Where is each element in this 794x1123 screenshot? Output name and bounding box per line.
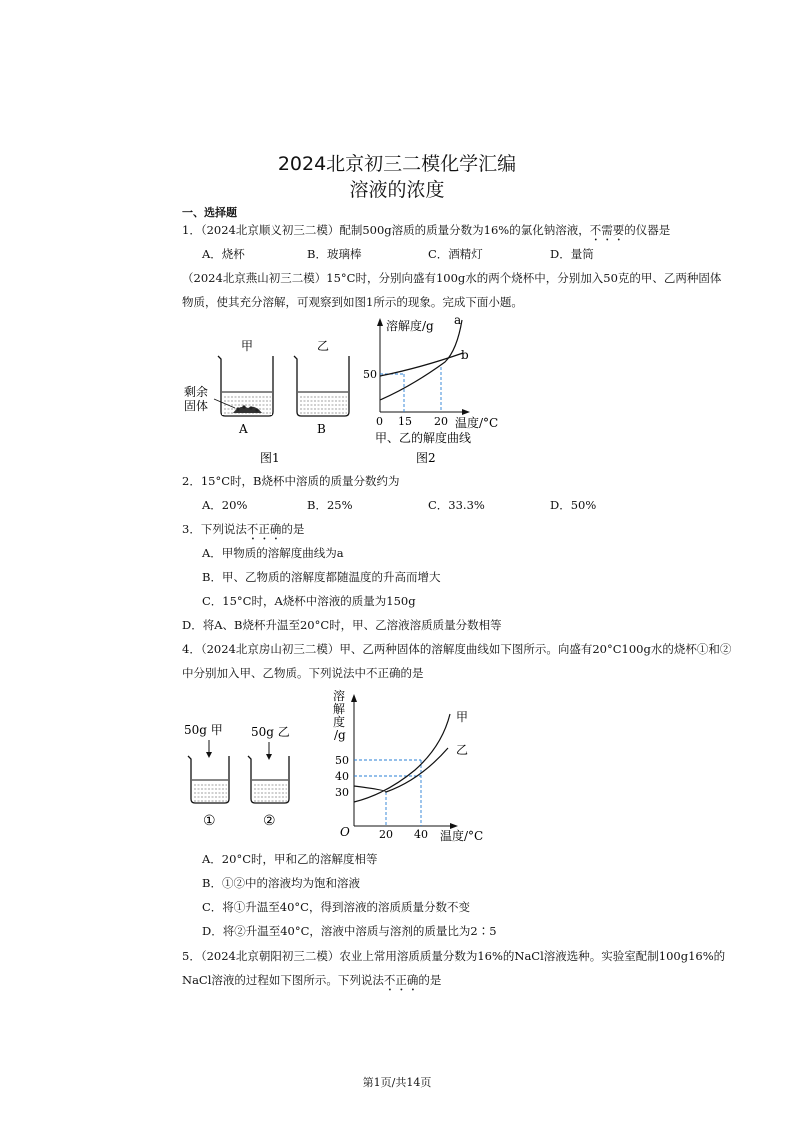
figure-2-caption: 图2 bbox=[416, 451, 436, 465]
chart-2-x-tick-15: 15 bbox=[398, 415, 412, 428]
chart-2-x-tick-0: 0 bbox=[376, 415, 383, 428]
shared-stem-line-1: （2024北京燕山初三二模）15°C时，分别向盛有100g水的两个烧杯中，分别加入50克的甲、乙两种固体 bbox=[182, 271, 722, 285]
chart-3-ylabel-4: /g bbox=[334, 728, 346, 742]
chart-2-x-tick-20: 20 bbox=[434, 415, 448, 428]
question-3-option-d: D．将A、B烧杯升温至20°C时，甲、乙溶液溶质质量分数相等 bbox=[182, 618, 502, 632]
beaker-a-icon bbox=[218, 356, 273, 416]
solubility-chart-3 bbox=[333, 688, 483, 843]
beaker-2-icon bbox=[248, 756, 289, 803]
question-2-option-d: D．50% bbox=[550, 498, 597, 512]
residue-label-2: 固体 bbox=[184, 399, 209, 413]
question-1-option-b: B．玻璃棒 bbox=[307, 247, 362, 261]
question-4-option-b: B．①②中的溶液均为饱和溶液 bbox=[202, 876, 360, 890]
chart-3-ylabel-1: 溶 bbox=[333, 689, 346, 703]
question-3-option-b: B．甲、乙物质的溶解度都随温度的升高而增大 bbox=[202, 570, 441, 584]
section-heading: 一、选择题 bbox=[182, 206, 237, 219]
chart-3-y-tick-30: 30 bbox=[335, 786, 349, 799]
document-subtitle: 溶液的浓度 bbox=[349, 179, 445, 201]
question-2-option-c: C．33.3% bbox=[428, 498, 485, 512]
chart-3-x-tick-20: 20 bbox=[379, 828, 393, 841]
chart-3-ylabel-3: 度 bbox=[333, 715, 346, 729]
addition-2-label: 50g 乙 bbox=[251, 725, 290, 739]
chart-2-y-tick-50: 50 bbox=[363, 368, 377, 381]
beaker-b-label: B bbox=[317, 422, 326, 436]
figure-3 bbox=[180, 686, 510, 846]
addition-1-label: 50g 甲 bbox=[184, 723, 223, 737]
question-3-option-c: C．15°C时，A烧杯中溶液的质量为150g bbox=[202, 594, 416, 608]
solubility-chart-2 bbox=[363, 313, 498, 465]
residue-label-1: 剩余 bbox=[184, 385, 209, 399]
question-4-option-c: C．将①升温至40°C，得到溶液的溶质质量分数不变 bbox=[202, 900, 470, 914]
question-4-option-a: A．20°C时，甲和乙的溶解度相等 bbox=[202, 852, 378, 866]
question-1-option-a: A．烧杯 bbox=[202, 247, 245, 261]
curve-b-label: b bbox=[461, 348, 469, 362]
question-1-stem: 1．（2024北京顺义初三二模）配制500g溶质的质量分数为16%的氯化钠溶液，不需要的仪器是 bbox=[182, 223, 671, 237]
beaker-a-top-label: 甲 bbox=[241, 339, 254, 353]
curve-jia-label: 甲 bbox=[456, 710, 469, 724]
chart-2-ylabel: 溶解度/g bbox=[386, 319, 434, 333]
question-2-option-a: A．20% bbox=[202, 498, 248, 512]
shared-stem-line-2: 物质，使其充分溶解，可观察到如图1所示的现象。完成下面小题。 bbox=[182, 295, 523, 309]
beaker-2-label: ② bbox=[263, 813, 276, 829]
document-title: 2024北京初三二模化学汇编 bbox=[277, 153, 517, 175]
chart-3-xlabel: 温度/°C bbox=[440, 829, 484, 843]
figure-1-caption: 图1 bbox=[260, 451, 280, 465]
curve-a-label: a bbox=[454, 313, 462, 327]
beaker-1-icon bbox=[188, 756, 229, 803]
chart-2-xlabel: 温度/°C bbox=[455, 416, 499, 430]
question-1-option-d: D．量筒 bbox=[550, 247, 594, 261]
page-footer: 第1页/共14页 bbox=[362, 1076, 432, 1089]
beaker-1-label: ① bbox=[203, 813, 216, 829]
question-1-option-c: C．酒精灯 bbox=[428, 247, 483, 261]
beaker-b-icon bbox=[294, 356, 349, 416]
chart-3-origin: O bbox=[340, 825, 350, 839]
chart-2-subtitle: 甲、乙的解度曲线 bbox=[375, 431, 472, 445]
question-5-stem-line-1: 5．（2024北京朝阳初三二模）农业上常用溶质质量分数为16%的NaCl溶液选种。实验室配制100g16%的 bbox=[182, 949, 726, 963]
question-4-option-d: D．将②升温至40°C，溶液中溶质与溶剂的质量比为2∶5 bbox=[202, 924, 497, 938]
chart-3-y-tick-50: 50 bbox=[335, 754, 349, 767]
chart-3-y-tick-40: 40 bbox=[335, 770, 349, 783]
beaker-b-top-label: 乙 bbox=[317, 339, 330, 353]
figure-1-and-2 bbox=[180, 312, 520, 472]
curve-yi-label: 乙 bbox=[456, 743, 469, 757]
chart-3-x-tick-40: 40 bbox=[414, 828, 428, 841]
beaker-a-label: A bbox=[239, 422, 248, 436]
question-2-stem: 2．15°C时，B烧杯中溶质的质量分数约为 bbox=[182, 474, 400, 488]
question-5-stem-line-2: NaCl溶液的过程如下图所示。下列说法不正确的是 bbox=[182, 973, 442, 987]
question-3-stem: 3．下列说法不正确的是 bbox=[182, 522, 305, 536]
question-2-option-b: B．25% bbox=[307, 498, 353, 512]
question-3-option-a: A．甲物质的溶解度曲线为a bbox=[202, 546, 344, 560]
question-4-stem-line-2: 中分别加入甲、乙物质。下列说法中不正确的是 bbox=[182, 666, 424, 680]
question-4-stem-line-1: 4．（2024北京房山初三二模）甲、乙两种固体的溶解度曲线如下图所示。向盛有20°C100g水的烧杯①和② bbox=[182, 642, 732, 656]
chart-3-ylabel-2: 解 bbox=[333, 702, 346, 716]
